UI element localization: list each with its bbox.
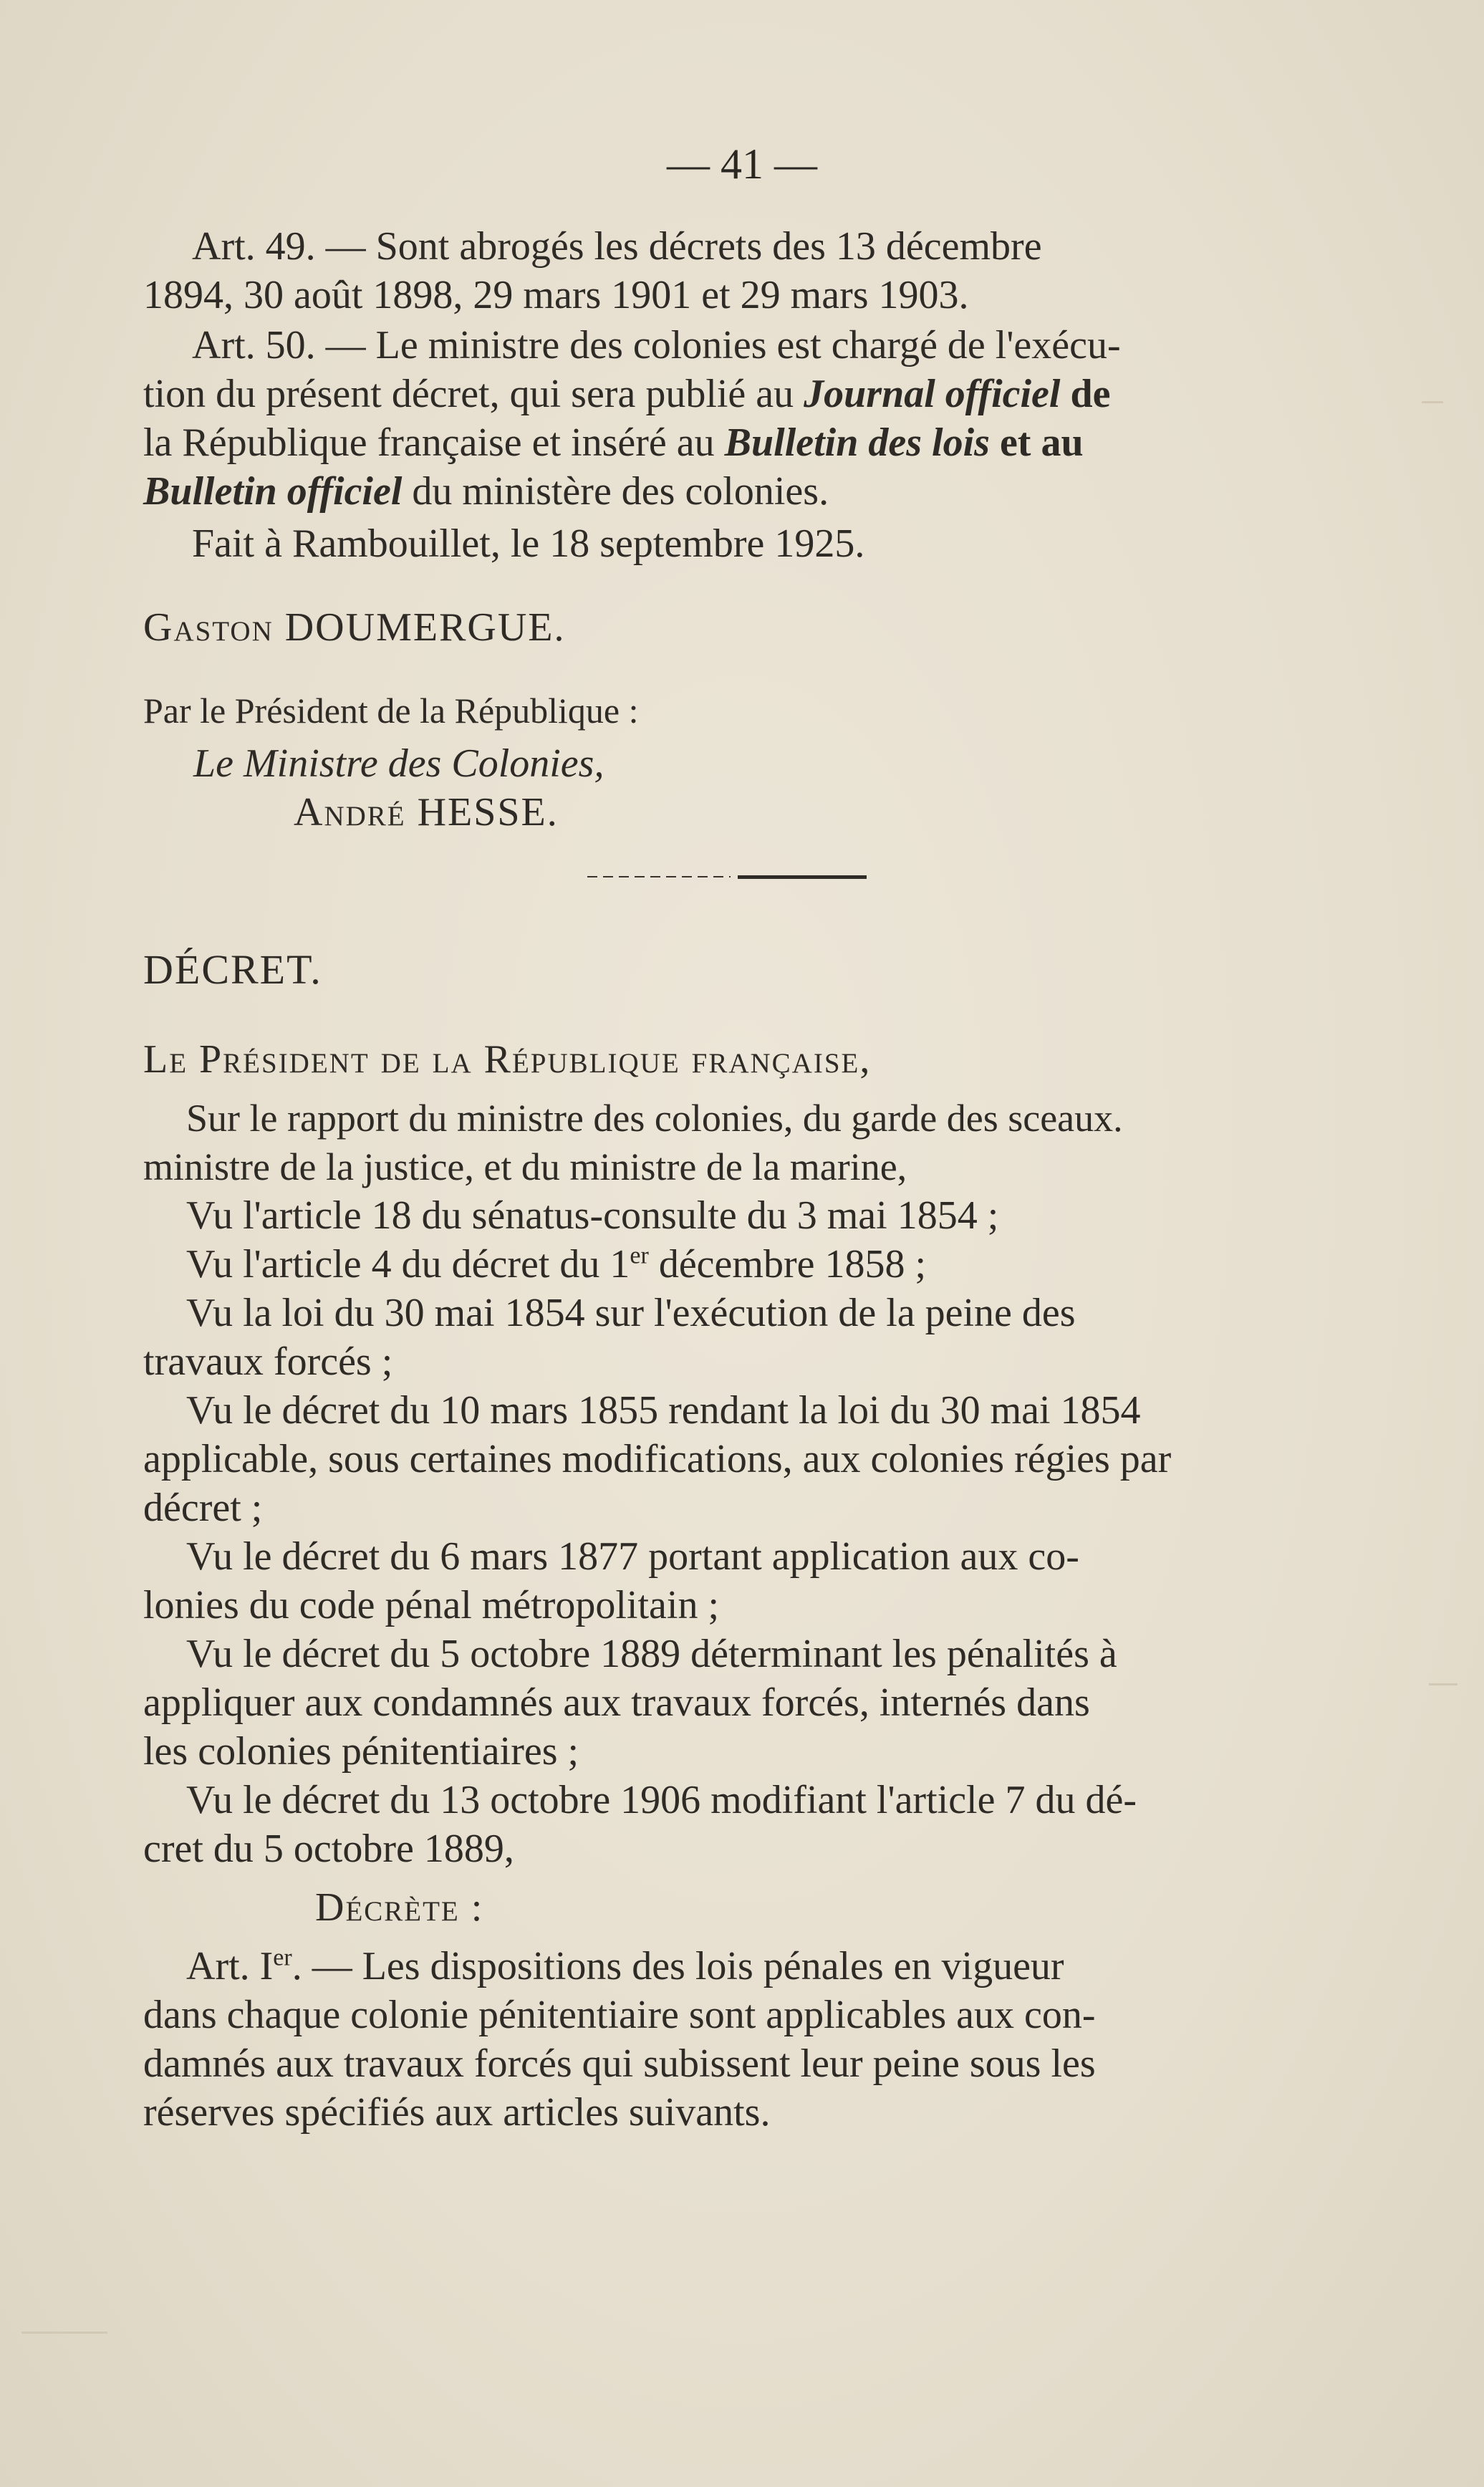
vu-7-line1: Vu le décret du 13 octobre 1906 modifiant l'article 7 du dé- bbox=[186, 1778, 1137, 1822]
article-50 bbox=[143, 321, 1311, 516]
vu-6-line2: appliquer aux condamnés aux travaux forcés, internés dans bbox=[143, 1680, 1090, 1725]
minister-name: André HESSE. bbox=[294, 790, 559, 834]
vu-4-line3: décret ; bbox=[143, 1486, 263, 1530]
scan-mark bbox=[1429, 1683, 1458, 1685]
vu-1: Vu l'article 18 du sénatus-consulte du 3 mai 1854 ; bbox=[186, 1193, 999, 1238]
art49-line1: Art. 49. — Sont abrogés les décrets des 13 décembre bbox=[192, 224, 1042, 269]
countersignature bbox=[143, 686, 1311, 837]
art1-line1: Art. Ier. — Les dispositions des lois pénales en vigueur bbox=[186, 1944, 1064, 1988]
rapport-line1: Sur le rapport du ministre des colonies, du garde des sceaux. bbox=[186, 1097, 1123, 1140]
vu-7-line2: cret du 5 octobre 1889, bbox=[143, 1827, 514, 1871]
article-49 bbox=[143, 222, 1311, 319]
vu-6-line3: les colonies pénitentiaires ; bbox=[143, 1729, 579, 1774]
signing-place-date: Fait à Rambouillet, le 18 septembre 1925. bbox=[192, 521, 865, 566]
art1-line4: réserves spécifiés aux articles suivants. bbox=[143, 2090, 771, 2135]
rapport-line2: ministre de la justice, et du ministre de la marine, bbox=[143, 1145, 907, 1188]
scan-mark bbox=[1422, 401, 1443, 403]
art1-line3: damnés aux travaux forcés qui subissent leur peine sous les bbox=[143, 2041, 1096, 2086]
separator-rule bbox=[587, 875, 867, 879]
vu-6-line1: Vu le décret du 5 octobre 1889 déterminant les pénalités à bbox=[186, 1632, 1117, 1676]
president-signature: Gaston DOUMERGUE. bbox=[143, 605, 566, 650]
vu-4-line1: Vu le décret du 10 mars 1855 rendant la loi du 30 mai 1854 bbox=[186, 1388, 1141, 1433]
scan-mark bbox=[21, 2332, 107, 2334]
art50-line4: Bulletin officiel du ministère des colonies. bbox=[143, 469, 829, 514]
decree-body bbox=[143, 1035, 1311, 2137]
vu-4-line2: applicable, sous certaines modifications, aux colonies régies par bbox=[143, 1437, 1172, 1481]
vu-3-line2: travaux forcés ; bbox=[143, 1339, 393, 1384]
president-line: Le Président de la République française, bbox=[143, 1037, 872, 1082]
vu-3-line1: Vu la loi du 30 mai 1854 sur l'exécution de la peine des bbox=[186, 1291, 1076, 1335]
art50-line3: la République française et inséré au Bulletin des lois et au bbox=[143, 420, 1084, 465]
decrete-heading: Décrète : bbox=[315, 1885, 484, 1930]
art49-line2: 1894, 30 août 1898, 29 mars 1901 et 29 mars 1903. bbox=[143, 273, 969, 317]
decret-title: DÉCRET. bbox=[143, 946, 322, 993]
art1-line2: dans chaque colonie pénitentiaire sont applicables aux con- bbox=[143, 1993, 1096, 2037]
vu-5-line2: lonies du code pénal métropolitain ; bbox=[143, 1583, 720, 1627]
art50-line2: tion du présent décret, qui sera publié au Journal officiel de bbox=[143, 372, 1111, 416]
vu-5-line1: Vu le décret du 6 mars 1877 portant application aux co- bbox=[186, 1534, 1079, 1579]
par-le-president: Par le Président de la République : bbox=[143, 691, 639, 731]
vu-2: Vu l'article 4 du décret du 1er décembre 1858 ; bbox=[186, 1242, 926, 1286]
art50-line1: Art. 50. — Le ministre des colonies est chargé de l'exécu- bbox=[192, 323, 1121, 367]
page-number: — 41 — bbox=[667, 140, 817, 188]
minister-title: Le Ministre des Colonies, bbox=[193, 741, 604, 786]
